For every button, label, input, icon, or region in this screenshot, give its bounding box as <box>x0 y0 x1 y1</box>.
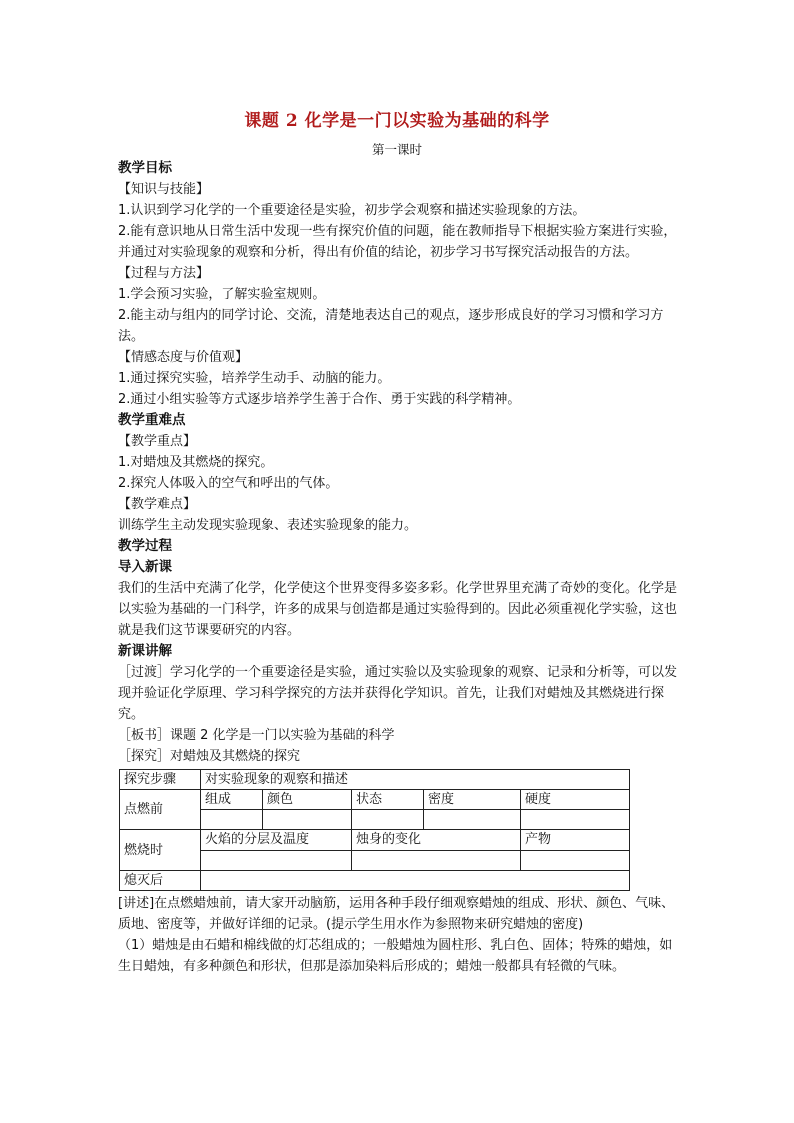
key-points-heading: 教学重难点 <box>118 412 186 428</box>
table-cell-empty <box>201 850 352 871</box>
document-body <box>118 158 684 977</box>
table-cell-empty <box>352 810 424 830</box>
knowledge-heading: 【知识与技能】 <box>118 182 210 197</box>
key-difficulty-item-1: 训练学生主动发现实验现象、表述实验现象的能力。 <box>118 518 418 533</box>
table-cell-burning-col: 烛身的变化 <box>352 830 521 851</box>
table-row <box>120 830 630 851</box>
table-cell-before-label: 点燃前 <box>120 790 201 830</box>
table-cell-step-header: 探究步骤 <box>120 770 201 790</box>
key-focus-item-1: 1.对蜡烛及其燃烧的探究。 <box>118 455 274 470</box>
table-cell-empty <box>521 810 630 830</box>
key-focus-heading: 【教学重点】 <box>118 434 197 449</box>
process-heading: 【过程与方法】 <box>118 266 210 281</box>
key-focus-item-2: 2.探究人体吸入的空气和呼出的气体。 <box>118 476 339 491</box>
table-cell-empty <box>352 850 521 871</box>
intro-text: 我们的生活中充满了化学，化学使这个世界变得多姿多彩。化学世界里充满了奇妙的变化。化学是以实验为基础的一门科学，许多的成果与创造都是通过实验得到的。因此必须重视化学实验，这也就是我们这节课要研究的内容。 <box>118 581 678 638</box>
table-cell-burning-label: 燃烧时 <box>120 830 201 871</box>
key-difficulty-heading: 【教学难点】 <box>118 497 197 512</box>
table-cell-before-col: 密度 <box>424 790 521 810</box>
emotion-item-1: 1.通过探究实验，培养学生动手、动脑的能力。 <box>118 371 391 386</box>
process-item-2: 2.能主动与组内的同学讨论、交流，清楚地表达自己的观点，逐步形成良好的学习习惯和学习方法。 <box>118 308 664 344</box>
table-cell-after-label: 熄灭后 <box>120 871 201 891</box>
teaching-process-heading: 教学过程 <box>118 538 172 554</box>
intro-heading: 导入新课 <box>118 559 172 575</box>
table-cell-burning-col: 产物 <box>521 830 630 851</box>
transition-text: ［过渡］学习化学的一个重要途径是实验，通过实验以及实验现象的观察、记录和分析等，可以发现并验证化学原理、学习科学探究的方法并获得化学知识。首先，让我们对蜡烛及其燃烧进行探究。 <box>118 665 678 722</box>
table-cell-empty <box>201 871 630 891</box>
table-row <box>120 790 630 810</box>
table-cell-empty <box>263 810 352 830</box>
table-row <box>120 770 630 790</box>
goals-heading: 教学目标 <box>118 160 172 176</box>
table-cell-observation-header: 对实验现象的观察和描述 <box>201 770 630 790</box>
table-cell-before-col: 颜色 <box>263 790 352 810</box>
process-item-1: 1.学会预习实验，了解实验室规则。 <box>118 287 326 302</box>
board-text: ［板书］课题 2 化学是一门以实验为基础的科学 <box>118 728 395 743</box>
new-lesson-heading: 新课讲解 <box>118 643 172 659</box>
knowledge-item-2: 2.能有意识地从日常生活中发现一些有探究价值的问题，能在教师指导下根据实验方案进行实验，并通过对实验现象的观察和分析，得出有价值的结论，初步学习书写探究活动报告的方法。 <box>118 224 677 260</box>
document-subtitle: 第一课时 <box>371 142 422 157</box>
point-1-text: （1）蜡烛是由石蜡和棉线做的灯芯组成的；一般蜡烛为圆柱形、乳白色、固体；特殊的蜡烛，如生日蜡烛，有多种颜色和形状，但那是添加染料后形成的；蜡烛一般都具有轻微的气味。 <box>118 938 673 974</box>
table-cell-burning-col: 火焰的分层及温度 <box>201 830 352 851</box>
table-cell-before-col: 组成 <box>201 790 263 810</box>
table-cell-empty <box>201 810 263 830</box>
knowledge-item-1: 1.认识到学习化学的一个重要途径是实验，初步学会观察和描述实验现象的方法。 <box>118 203 586 218</box>
table-cell-before-col: 硬度 <box>521 790 630 810</box>
candle-experiment-table <box>119 769 630 891</box>
table-cell-empty <box>424 810 521 830</box>
table-cell-empty <box>521 850 630 871</box>
emotion-heading: 【情感态度与价值观】 <box>118 350 249 365</box>
explore-text: ［探究］对蜡烛及其燃烧的探究 <box>118 749 301 764</box>
table-row <box>120 871 630 891</box>
lecture-text: [讲述]在点燃蜡烛前，请大家开动脑筋，运用各种手段仔细观察蜡烛的组成、形状、颜色、气味、质地、密度等，并做好详细的记录。(提示学生用水作为参照物来研究蜡烛的密度) <box>118 896 675 932</box>
emotion-item-2: 2.通过小组实验等方式逐步培养学生善于合作、勇于实践的科学精神。 <box>118 392 521 407</box>
table-cell-before-col: 状态 <box>352 790 424 810</box>
document-title: 课题 2 化学是一门以实验为基础的科学 <box>244 111 550 131</box>
